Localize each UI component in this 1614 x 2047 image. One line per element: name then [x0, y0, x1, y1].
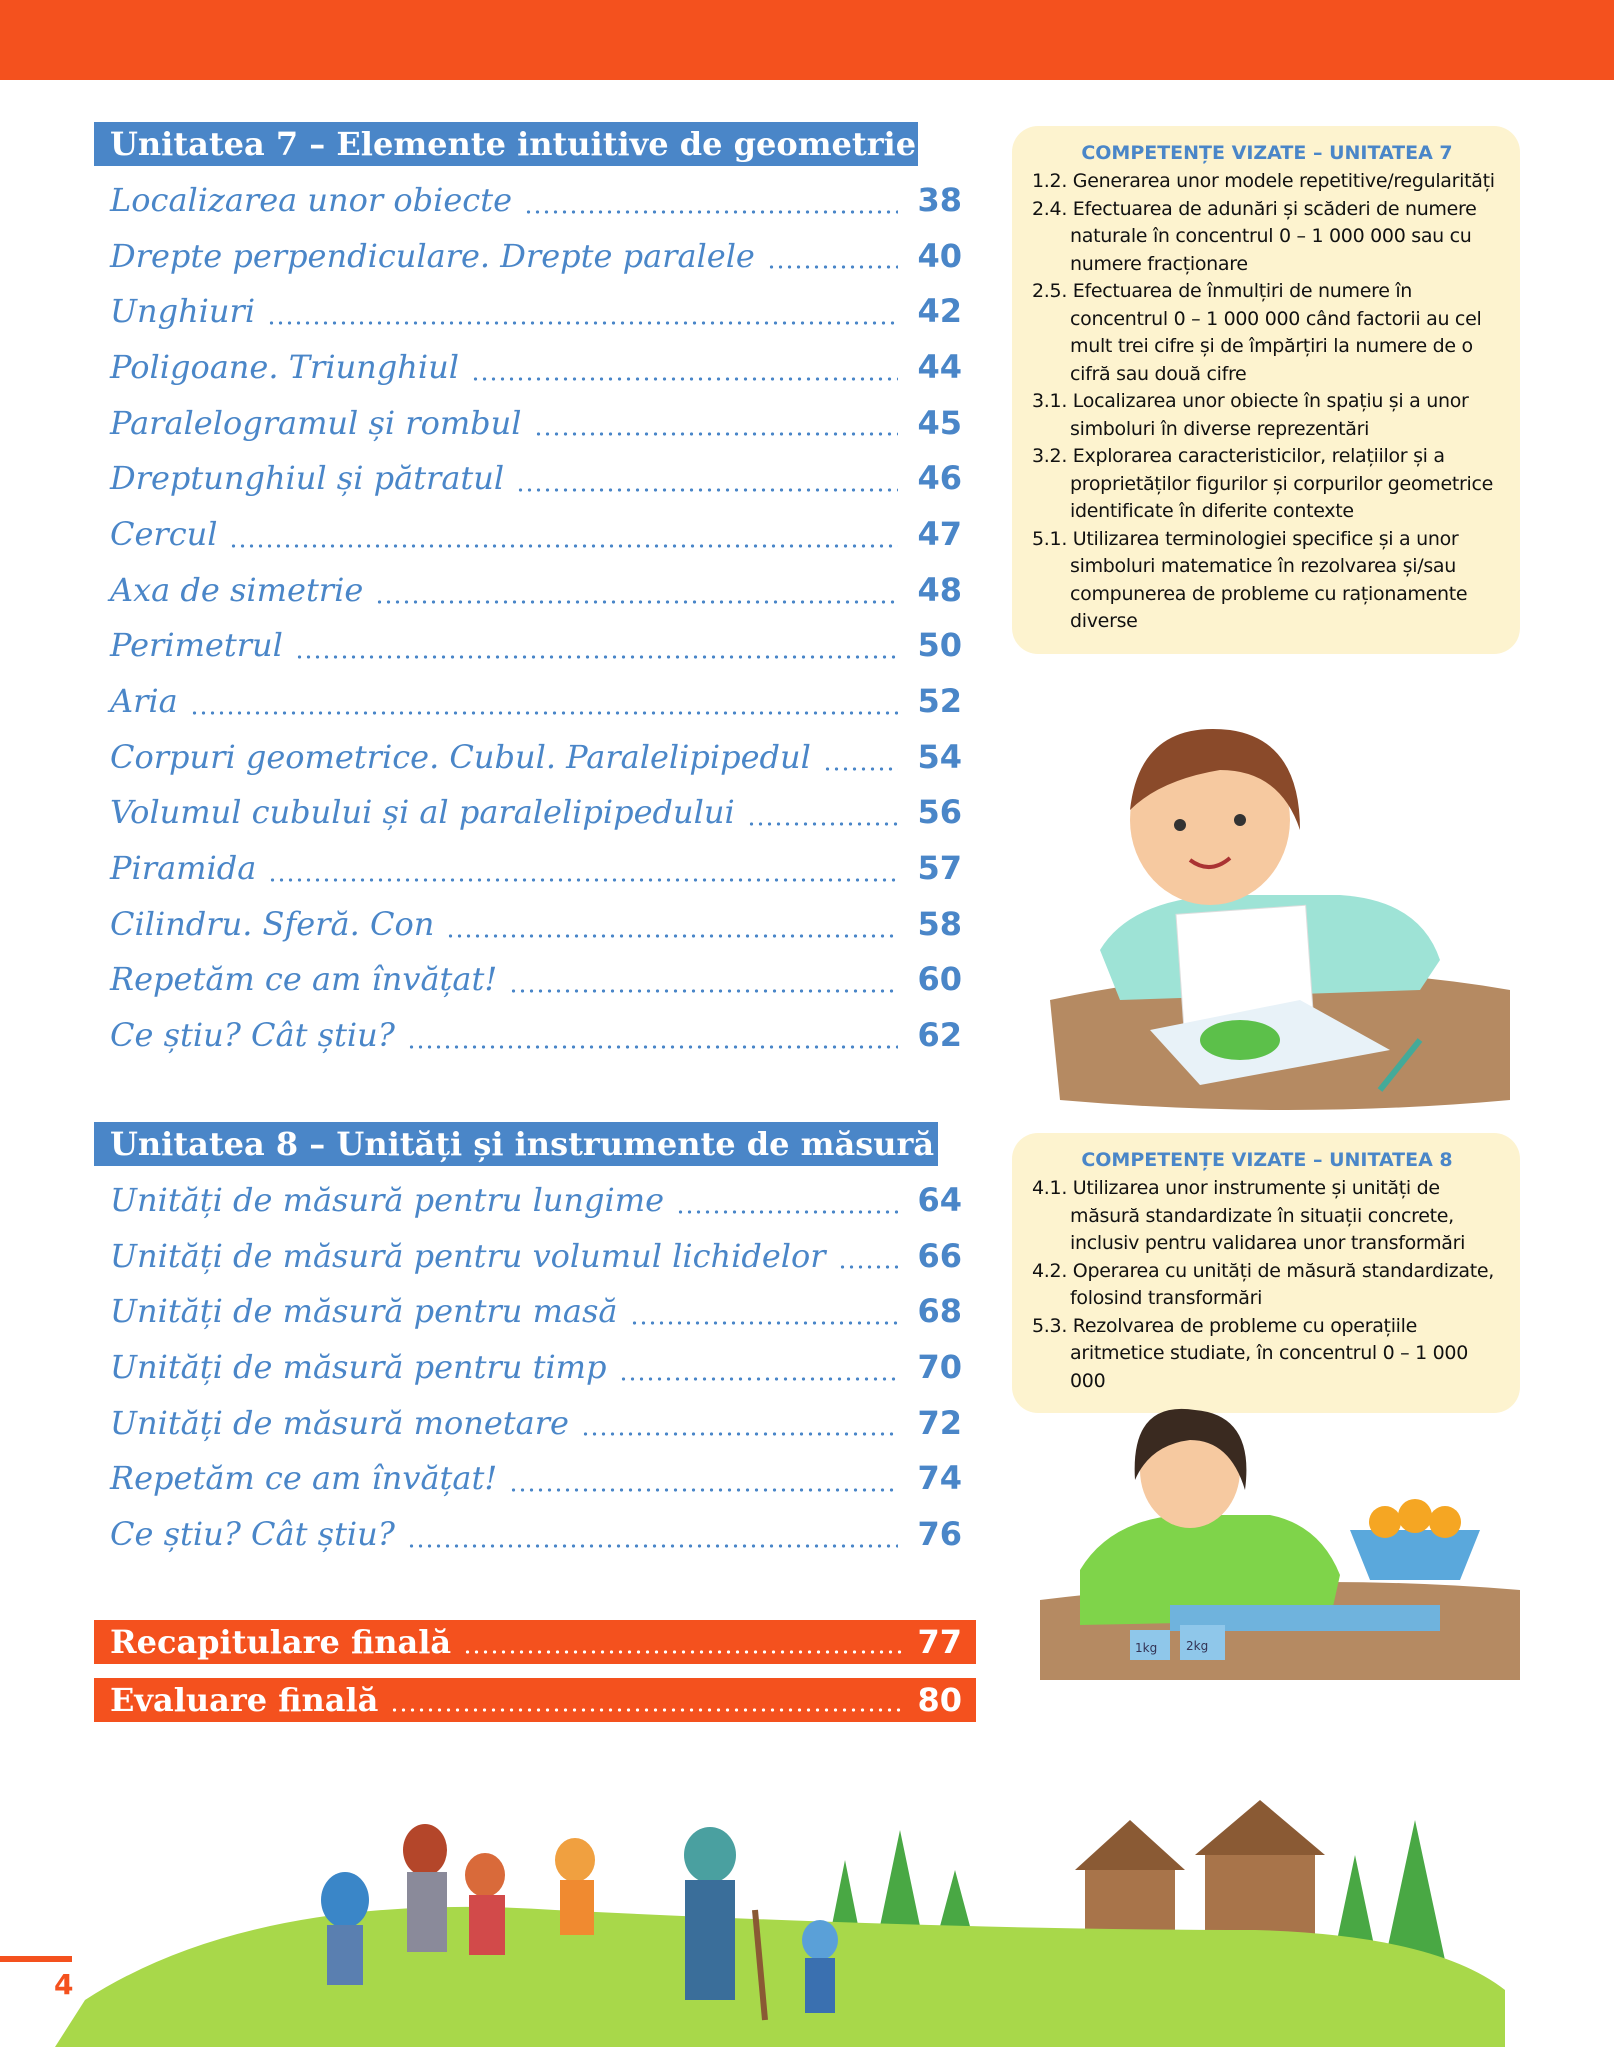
toc-entry-page: 60	[917, 960, 962, 999]
toc-entry-page: 42	[917, 292, 962, 331]
toc-entry-page: 52	[917, 682, 962, 721]
final-review-row	[94, 1620, 976, 1664]
unit7-toc	[110, 172, 962, 1063]
toc-entry	[110, 450, 962, 506]
weight-2kg-label: 2kg	[1186, 1639, 1209, 1653]
unit7-competences-title: COMPETENȚE VIZATE – UNITATEA 7	[1081, 142, 1453, 164]
toc-entry	[110, 1172, 962, 1228]
unit8-toc	[110, 1172, 962, 1562]
toc-entry	[110, 1007, 962, 1063]
competence-item: 4.2. Operarea cu unități de măsură standardizate, folosind transformări	[1032, 1259, 1494, 1309]
toc-entry-page: 58	[917, 904, 962, 943]
competence-item: 2.5. Efectuarea de înmulțiri de numere în concentrul 0 – 1 000 000 când factorii au cel mult trei cifre și de împărțiri la numere de o cifră sau două cifre	[1032, 280, 1482, 385]
leader-dots	[268, 878, 898, 882]
toc-entry-page: 40	[917, 236, 962, 275]
leader-dots	[471, 377, 898, 381]
leader-dots	[375, 600, 898, 604]
hut-roof-2	[1195, 1800, 1325, 1855]
toc-entry-page: 68	[917, 1292, 962, 1331]
toc-entry-title: Localizarea unor obiecte	[110, 180, 512, 219]
leader-dots	[524, 210, 898, 214]
toc-entry	[110, 339, 962, 395]
competence-item: 2.4. Efectuarea de adunări și scăderi de numere naturale în concentrul 0 – 1 000 000 sau cu numere fracționare	[1032, 197, 1477, 275]
toc-entry-page: 54	[917, 737, 962, 776]
toc-entry	[110, 1395, 962, 1451]
clover-shape	[1200, 1020, 1280, 1060]
page-number-rule	[0, 1956, 72, 1962]
toc-entry	[110, 1506, 962, 1562]
toc-entry-title: Unități de măsură pentru volumul lichidelor	[110, 1236, 826, 1275]
leader-dots	[676, 1210, 898, 1214]
leader-dots	[516, 488, 898, 492]
leader-dots	[767, 265, 898, 269]
toc-entry	[110, 896, 962, 952]
toc-entry-title: Ce știu? Cât știu?	[110, 1514, 395, 1553]
toc-entry-page: 64	[917, 1180, 962, 1219]
toc-entry-page: 44	[917, 347, 962, 386]
leader-dots	[509, 1488, 898, 1492]
toc-entry-title: Dreptunghiul și pătratul	[110, 459, 505, 498]
competence-item: 1.2. Generarea unor modele repetitive/regularități	[1032, 170, 1495, 192]
final-review-title: Recapitulare finală	[110, 1623, 452, 1661]
child-drawing-illustration	[1040, 700, 1520, 1120]
competence-item: 4.1. Utilizarea unor instrumente și unități de măsură standardizate în situații concrete, inclusiv pentru validarea unor transformări	[1032, 1177, 1466, 1254]
toc-entry-title: Paralelogramul și rombul	[110, 403, 522, 442]
leader-dots	[407, 1544, 898, 1548]
unit8-competences-box	[1012, 1133, 1520, 1413]
hiking-illustration	[55, 1760, 1505, 2047]
hut-roof-1	[1075, 1820, 1185, 1870]
toc-entry	[110, 1450, 962, 1506]
leader-dots	[581, 1432, 898, 1436]
toc-entry-title: Aria	[110, 682, 178, 721]
leader-dots	[446, 934, 898, 938]
toc-entry-title: Unități de măsură pentru masă	[110, 1292, 618, 1331]
leader-dots	[295, 655, 898, 659]
toc-entry	[110, 1339, 962, 1395]
hut-2	[1205, 1855, 1315, 1940]
toc-entry	[110, 1283, 962, 1339]
toc-entry-page: 66	[917, 1236, 962, 1275]
competence-item: 5.3. Rezolvarea de probleme cu operațiile aritmetice studiate, în concentrul 0 – 1 000 000	[1032, 1314, 1469, 1392]
final-review-page: 77	[917, 1623, 962, 1661]
leader-dots	[407, 1045, 898, 1049]
toc-entry-page: 38	[917, 180, 962, 219]
toc-entry-title: Axa de simetrie	[110, 570, 364, 609]
toc-entry	[110, 618, 962, 674]
competence-item: 3.2. Explorarea caracteristicilor, relațiilor și a proprietăților figurilor și corpurilor geometrice identificate în diferite contexte	[1032, 445, 1494, 522]
toc-entry-page: 76	[917, 1514, 962, 1553]
toc-entry-title: Poligoane. Triunghiul	[110, 347, 459, 386]
toc-entry	[110, 785, 962, 841]
toc-entry-page: 74	[917, 1459, 962, 1498]
toc-entry-title: Unități de măsură monetare	[110, 1403, 569, 1442]
toc-entry-page: 70	[917, 1347, 962, 1386]
toc-entry-title: Cercul	[110, 514, 218, 553]
competence-item: 5.1. Utilizarea terminologiei specifice și a unor simboluri matematice în rezolvarea și/sau compunerea de probleme cu raționamente diverse	[1032, 527, 1468, 632]
toc-entry	[110, 506, 962, 562]
toc-entry	[110, 283, 962, 339]
leader-dots	[747, 822, 898, 826]
toc-entry	[110, 562, 962, 618]
child-scale-illustration	[1040, 1400, 1520, 1680]
unit8-competences-title: COMPETENȚE VIZATE – UNITATEA 8	[1081, 1149, 1453, 1171]
competence-item: 3.1. Localizarea unor obiecte în spațiu și a unor simboluri în diverse reprezentări	[1032, 390, 1469, 440]
final-evaluation-row	[94, 1678, 976, 1722]
leader-dots	[630, 1321, 899, 1325]
toc-entry-title: Cilindru. Sferă. Con	[110, 904, 435, 943]
toc-entry-title: Perimetrul	[110, 626, 283, 665]
top-banner	[0, 0, 1614, 80]
leader-dots	[267, 321, 898, 325]
toc-entry-page: 50	[917, 626, 962, 665]
toc-entry-title: Corpuri geometrice. Cubul. Paralelipipedul	[110, 737, 811, 776]
toc-entry-page: 47	[917, 514, 962, 553]
toc-entry	[110, 840, 962, 896]
leader-dots	[509, 989, 898, 993]
toc-entry	[110, 228, 962, 284]
toc-entry	[110, 172, 962, 228]
unit7-competences-box	[1012, 126, 1520, 654]
toc-entry-page: 56	[917, 793, 962, 832]
leader-dots	[838, 1265, 898, 1269]
toc-entry-title: Repetăm ce am învățat!	[110, 960, 498, 999]
leader-dots	[619, 1377, 899, 1381]
toc-entry-page: 72	[917, 1403, 962, 1442]
toc-entry	[110, 952, 962, 1008]
toc-entry	[110, 1228, 962, 1284]
toc-entry-title: Ce știu? Cât știu?	[110, 1016, 395, 1055]
toc-entry-title: Volumul cubului și al paralelipipedului	[110, 793, 735, 832]
final-evaluation-title: Evaluare finală	[110, 1681, 379, 1719]
toc-entry-title: Unități de măsură pentru timp	[110, 1347, 607, 1386]
unit8-header: Unitatea 8 – Unități și instrumente de măsură	[94, 1122, 938, 1166]
toc-entry-title: Repetăm ce am învățat!	[110, 1459, 498, 1498]
toc-entry	[110, 673, 962, 729]
toc-entry-title: Unghiuri	[110, 292, 256, 331]
leader-dots	[463, 1650, 905, 1654]
unit7-header: Unitatea 7 – Elemente intuitive de geometrie	[94, 122, 918, 166]
leader-dots	[390, 1708, 905, 1712]
leader-dots	[823, 767, 898, 771]
toc-entry	[110, 729, 962, 785]
leader-dots	[190, 711, 898, 715]
toc-entry-title: Piramida	[110, 849, 257, 888]
page-number: 4	[54, 1968, 74, 2001]
toc-entry-page: 57	[917, 849, 962, 888]
final-evaluation-page: 80	[917, 1681, 962, 1719]
toc-entry-page: 62	[917, 1016, 962, 1055]
leader-dots	[229, 544, 898, 548]
toc-entry-page: 46	[917, 459, 962, 498]
toc-entry	[110, 395, 962, 451]
scale-bowl	[1350, 1530, 1480, 1580]
weight-1kg-label: 1kg	[1135, 1641, 1158, 1655]
toc-entry-title: Drepte perpendiculare. Drepte paralele	[110, 236, 755, 275]
toc-entry-page: 45	[917, 403, 962, 442]
leader-dots	[534, 432, 899, 436]
toc-entry-page: 48	[917, 570, 962, 609]
toc-entry-title: Unități de măsură pentru lungime	[110, 1180, 665, 1219]
